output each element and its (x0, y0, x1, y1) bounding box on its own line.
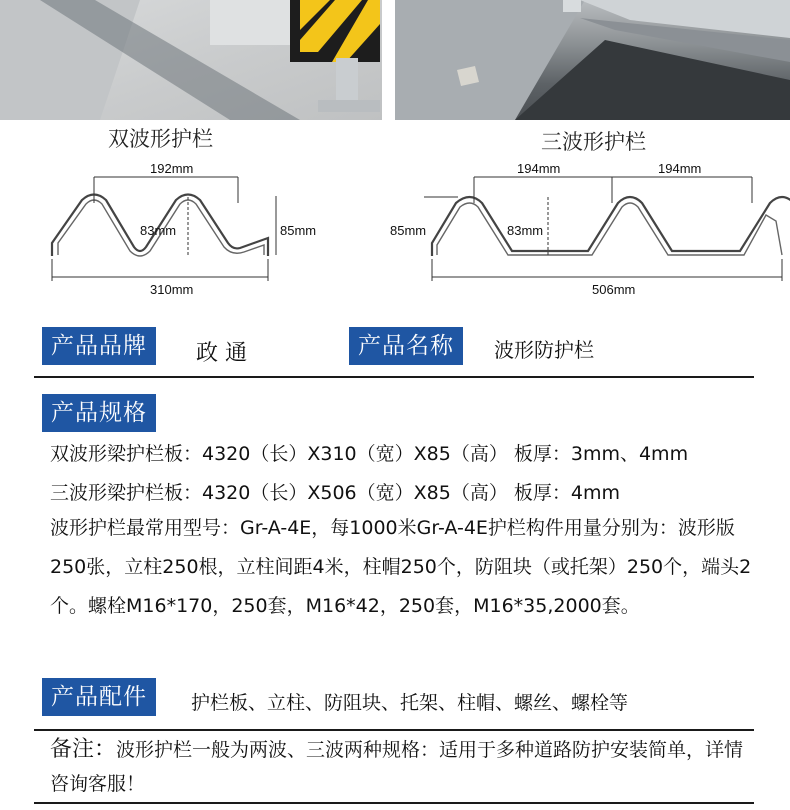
double-width-label: 310mm (150, 282, 194, 297)
spec-triple-line: 三波形梁护栏板：4320（长）X506（宽）X85（高） 板厚：4mm (50, 482, 620, 504)
triple-pitch-2-label: 194mm (658, 161, 702, 176)
divider-1 (34, 376, 754, 378)
brand-value: 政 通 (196, 341, 247, 366)
triple-height-label: 85mm (390, 223, 427, 238)
profile-dimension-drawings (0, 155, 790, 305)
double-wave-caption: 双波形护栏 (108, 127, 213, 151)
spec-usage-paragraph: 波形护栏最常用型号：Gr-A-4E，每1000米Gr-A-4E护栏构件用量分别为：波形版250张，立柱250根，立柱间距4米，柱帽250个，防阻块（或托架）250个，端头2个。螺栓M16*170，250套，M16*42，250套，M16*35,2000套。 (50, 517, 752, 617)
triple-width-label: 506mm (592, 282, 636, 297)
note-text: 波形护栏一般为两波、三波两种规格：适用于多种道路防护安装简单，详情咨询客服！ (50, 739, 744, 795)
accessories-tag: 产品配件 (42, 678, 156, 716)
divider-3 (34, 802, 754, 804)
product-name-tag: 产品名称 (349, 327, 463, 365)
brand-tag: 产品品牌 (42, 327, 156, 365)
double-wave-photo (0, 0, 382, 120)
triple-depth-label: 83mm (507, 223, 544, 238)
triple-wave-photo (395, 0, 790, 120)
double-wave-photo-scene (0, 0, 382, 120)
spec-double-line: 双波形梁护栏板：4320（长）X310（宽）X85（高） 板厚：3mm、4mm (50, 443, 689, 465)
triple-wave-caption: 三波形护栏 (541, 130, 646, 154)
specs-tag: 产品规格 (42, 394, 156, 432)
double-top-pitch-label: 192mm (150, 161, 194, 176)
note (50, 733, 762, 801)
double-height-label: 85mm (280, 223, 317, 238)
triple-wave-photo-scene (395, 0, 790, 120)
divider-2 (34, 729, 754, 731)
product-name-value: 波形防护栏 (494, 338, 594, 362)
triple-wave-profile (424, 177, 790, 281)
note-lead: 备注： (50, 737, 117, 762)
triple-pitch-1-label: 194mm (517, 161, 561, 176)
double-depth-label: 83mm (140, 223, 177, 238)
accessories-value: 护栏板、立柱、防阻块、托架、柱帽、螺丝、螺栓等 (191, 692, 629, 714)
